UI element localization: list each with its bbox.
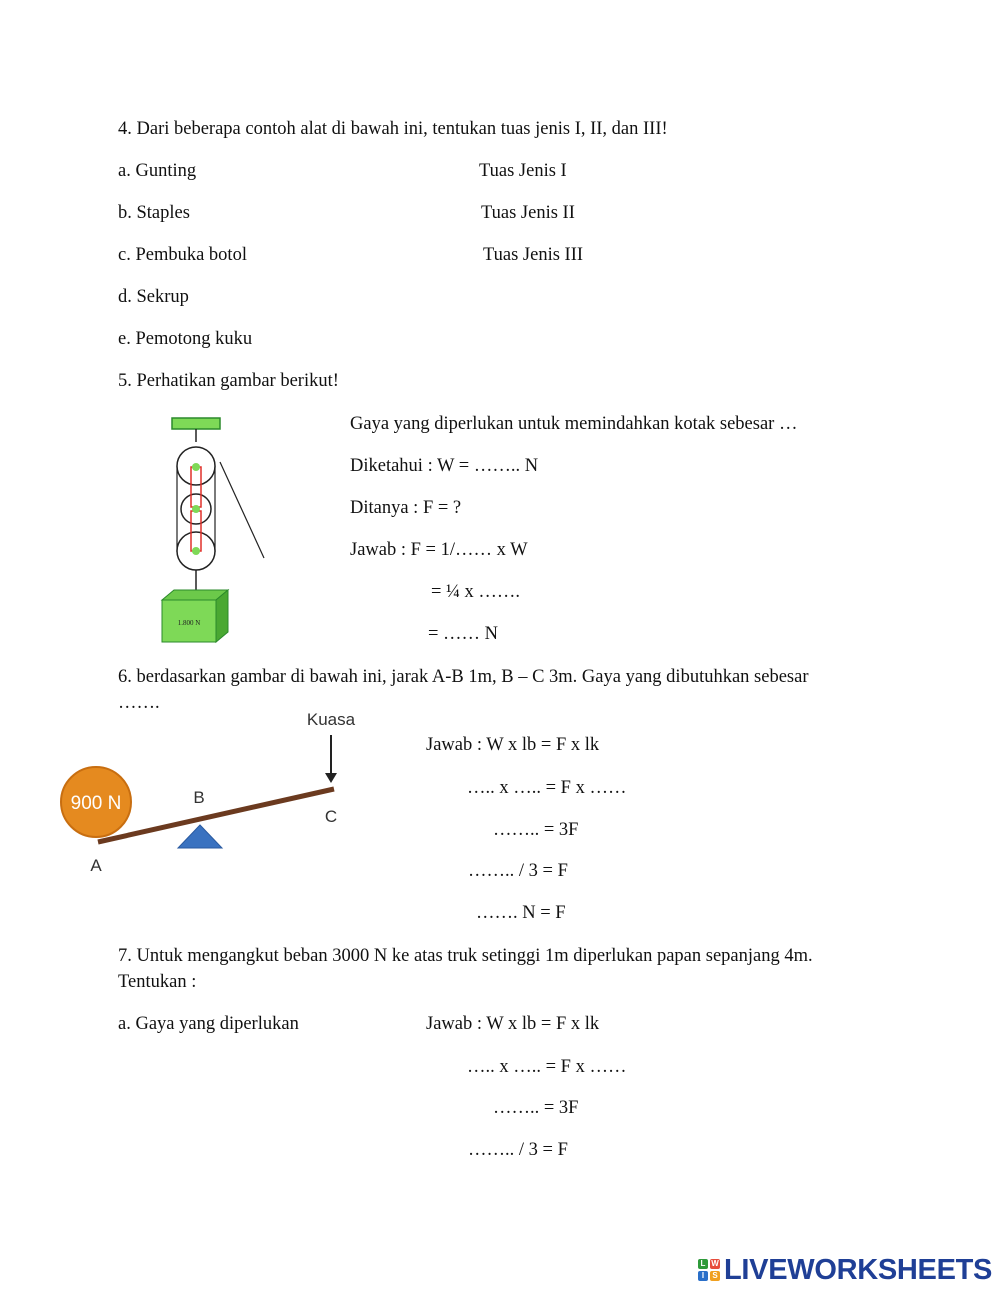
logo-mark-letter: S — [710, 1271, 720, 1281]
q6-line-4[interactable]: …….. / 3 = F — [468, 861, 568, 881]
pulley-figure — [140, 410, 280, 650]
q4-category-3[interactable]: Tuas Jenis III — [483, 245, 584, 265]
q5-line-6[interactable]: = …… N — [428, 624, 499, 644]
logo-mark-letter: W — [711, 1259, 719, 1268]
liveworksheets-logo — [698, 1254, 992, 1286]
q4-category-2[interactable]: Tuas Jenis II — [481, 203, 575, 223]
q4-question: 4. Dari beberapa contoh alat di bawah ini, tentukan tuas jenis I, II, dan III! — [118, 119, 668, 139]
fulcrum — [178, 825, 222, 848]
brand-name: LIVEWORKSHEETS — [724, 1253, 993, 1286]
q5-line-3: Ditanya : F = ? — [350, 498, 462, 518]
q5-question: 5. Perhatikan gambar berikut! — [118, 371, 339, 391]
q7-sub-a: a. Gaya yang diperlukan — [118, 1014, 299, 1034]
q6-question-line-1: 6. berdasarkan gambar di bawah ini, jarak A-B 1m, B – C 3m. Gaya yang dibutuhkan sebesar — [118, 667, 809, 687]
q6-line-2[interactable]: ….. x ….. = F x …… — [467, 778, 627, 798]
q5-line-4[interactable]: Jawab : F = 1/…… x W — [350, 540, 528, 560]
q6-question-line-2[interactable]: ……. — [118, 693, 160, 713]
q5-line-1: Gaya yang diperlukan untuk memindahkan kotak sebesar … — [350, 414, 798, 434]
q7-question-line-2: Tentukan : — [118, 972, 197, 992]
q5-line-5[interactable]: = ¼ x ……. — [431, 582, 521, 602]
q4-item-a: a. Gunting — [118, 161, 197, 181]
logo-mark-letter: I — [698, 1271, 708, 1281]
lever-figure — [50, 705, 410, 885]
q7-line-1: Jawab : W x lb = F x lk — [426, 1014, 600, 1034]
load-ball-label: 900 N — [70, 793, 122, 814]
lever-beam — [98, 789, 334, 842]
q4-item-e: e. Pemotong kuku — [118, 329, 253, 349]
pulley-ceiling — [172, 418, 220, 429]
q6-line-5[interactable]: ……. N = F — [476, 903, 566, 923]
logo-mark-letter: L — [698, 1259, 708, 1269]
q4-category-1[interactable]: Tuas Jenis I — [479, 161, 567, 181]
point-c-label: C — [324, 807, 338, 826]
logo-mark-icon — [698, 1259, 720, 1281]
kuasa-label: Kuasa — [306, 710, 356, 729]
q5-line-2[interactable]: Diketahui : W = …….. N — [350, 456, 539, 476]
q4-item-c: c. Pembuka botol — [118, 245, 247, 265]
q7-question-line-1: 7. Untuk mengangkut beban 3000 N ke atas truk setinggi 1m diperlukan papan sepanjang 4m. — [118, 946, 813, 966]
point-a-label: A — [90, 856, 102, 875]
q7-line-2[interactable]: ….. x ….. = F x …… — [467, 1057, 627, 1077]
point-b-label: B — [193, 788, 205, 807]
load-box-label: 1.800 N — [177, 619, 201, 627]
q7-line-3[interactable]: …….. = 3F — [493, 1098, 579, 1118]
q7-line-4[interactable]: …….. / 3 = F — [468, 1140, 568, 1160]
q6-line-3[interactable]: …….. = 3F — [493, 820, 579, 840]
q4-item-d: d. Sekrup — [118, 287, 189, 307]
q4-item-b: b. Staples — [118, 203, 190, 223]
q6-line-1: Jawab : W x lb = F x lk — [426, 735, 600, 755]
